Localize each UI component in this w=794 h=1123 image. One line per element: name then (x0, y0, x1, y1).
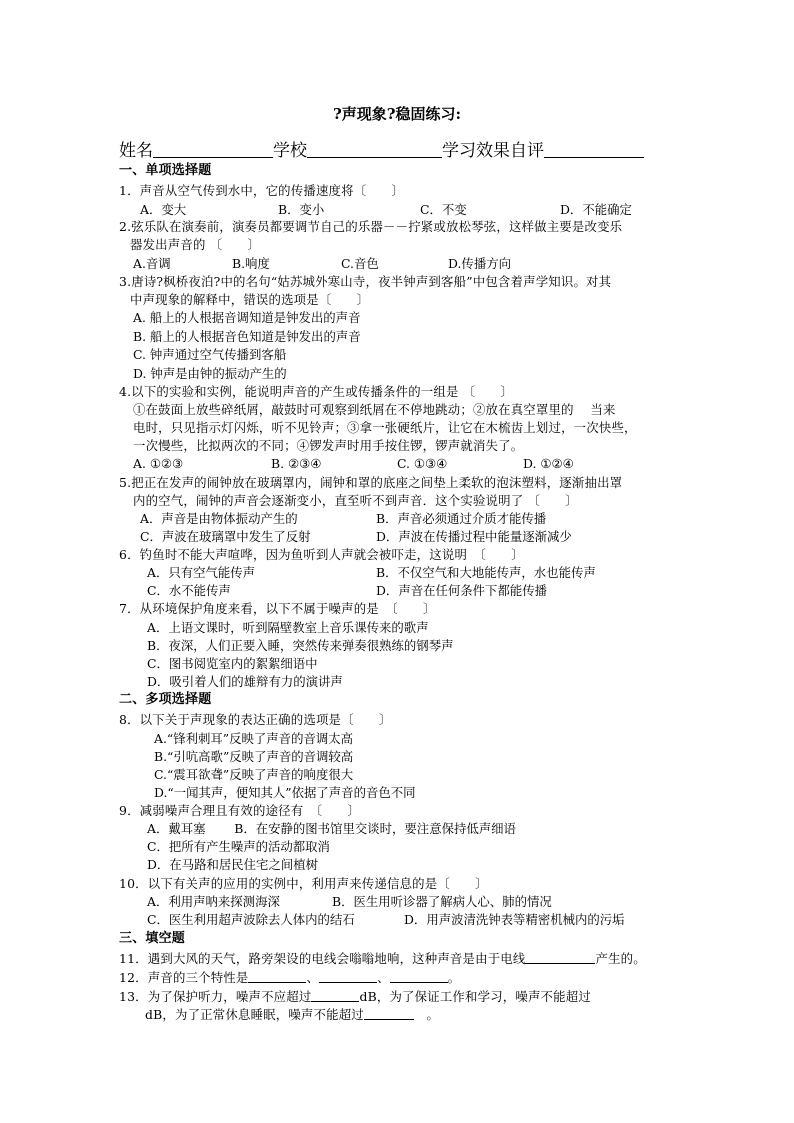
q12-blank-2[interactable] (319, 970, 377, 983)
question-13-line1 (119, 989, 591, 1005)
q7-option-b[interactable]: B．夜深，人们正要入睡，突然传来弹奏很熟练的钢琴声 (147, 638, 454, 653)
q13-text-2: dB，为了保证工作和学习，噪声不能超过 (359, 989, 591, 1004)
q7-option-a[interactable]: A．上语文课时，听到隔壁教室上音乐课传来的歌声 (147, 620, 429, 635)
section-heading-multiple-choice: 二、多项选择题 (119, 692, 212, 707)
q5-option-d[interactable]: D．声波在传播过程中能量逐渐减少 (376, 529, 572, 544)
question-11 (119, 951, 646, 967)
q12-blank-1[interactable] (248, 970, 306, 983)
question-6-stem: 6．钓鱼时不能大声喧哗，因为鱼听到人声就会被吓走，这说明 〔 〕 (119, 547, 524, 562)
q8-option-c[interactable]: C.“震耳欲聋”反映了声音的响度很大 (154, 767, 354, 782)
q8-option-b[interactable]: B.“引吭高歌”反映了声音的音调较高 (154, 749, 354, 764)
section-heading-fill-in: 三、填空题 (119, 931, 186, 946)
q9-option-d[interactable]: D．在马路和居民住宅之间植树 (147, 857, 319, 872)
q10-option-c[interactable]: C．医生利用超声波除去人体内的结石 (147, 912, 355, 927)
q6-option-a[interactable]: A．只有空气能传声 (147, 565, 256, 580)
name-blank[interactable] (153, 140, 273, 158)
question-4-body-line1: ①在鼓面上放些碎纸屑，敲鼓时可观察到纸屑在不停地跳动；②放在真空罩里的 当来 (133, 402, 616, 417)
q1-option-d[interactable]: D．不能确定 (560, 202, 632, 217)
question-2-stem-line1: 2.弦乐队在演奏前，演奏员都要调节自己的乐器－－拧紧或放松琴弦，这样做主要是改变乐 (119, 219, 623, 234)
q4-option-c[interactable]: C. ①③④ (397, 456, 448, 471)
q12-blank-3[interactable] (390, 970, 448, 983)
q10-option-b[interactable]: B．医生用听诊器了解病人心、肺的情况 (332, 894, 552, 909)
q1-option-c[interactable]: C．不变 (420, 202, 467, 217)
student-info-row (119, 140, 644, 162)
q13-end: 。 (413, 1007, 440, 1022)
question-5-stem-line2: 内的空气，闹钟的声音会逐渐变小，直至听不到声音．这个实验说明了 〔 〕 (133, 493, 578, 508)
q13-blank-1[interactable] (311, 989, 359, 1002)
q2-option-c[interactable]: C.音色 (341, 256, 379, 271)
q3-option-a[interactable]: A. 船上的人根据音调知道是钟发出的声音 (133, 310, 361, 325)
eval-blank[interactable] (544, 140, 644, 158)
question-3-stem-line1: 3.唐诗?枫桥夜泊?中的名句“姑苏城外寒山寺，夜半钟声到客船”中包含着声学知识。对其 (119, 274, 612, 289)
q7-option-d[interactable]: D．吸引着人们的雄辩有力的演讲声 (147, 674, 343, 689)
question-10-stem: 10．以下有关声的应用的实例中，利用声来传递信息的是〔 〕 (119, 876, 488, 891)
q4-option-a[interactable]: A. ①②③ (133, 456, 184, 471)
question-8-stem: 8．以下关于声现象的表达正确的选项是〔 〕 (119, 712, 392, 727)
q12-text: 12．声音的三个特性是 (119, 970, 249, 985)
q11-text-end: 产生的。 (595, 951, 646, 966)
q2-option-b[interactable]: B.响度 (232, 256, 270, 271)
q9-option-ab[interactable]: A．戴耳塞 B．在安静的图书馆里交谈时，要注意保持低声细语 (147, 821, 516, 836)
q7-option-c[interactable]: C．图书阅览室内的絮絮细语中 (147, 656, 318, 671)
q5-option-c[interactable]: C．声波在玻璃罩中发生了反射 (140, 529, 311, 544)
school-blank[interactable] (307, 140, 442, 158)
q2-option-d[interactable]: D.传播方向 (448, 256, 511, 271)
q11-blank[interactable] (525, 951, 595, 964)
q3-option-d[interactable]: D. 钟声是由钟的振动产生的 (133, 366, 287, 381)
question-13-line2 (145, 1007, 439, 1023)
question-5-stem-line1: 5.把正在发声的闹钟放在玻璃罩内，闹钟和罩的底座之间垫上柔软的泡沫塑料，逐渐抽出罩 (119, 475, 623, 490)
q6-option-c[interactable]: C．水不能传声 (147, 583, 231, 598)
q10-option-d[interactable]: D．用声波清洗钟表等精密机械内的污垢 (404, 912, 625, 927)
q2-option-a[interactable]: A.音调 (133, 256, 171, 271)
q13-text-3: dB，为了正常休息睡眠，噪声不能超过 (145, 1007, 364, 1022)
q13-blank-2[interactable] (364, 1007, 414, 1020)
q1-option-a[interactable]: A．变大 (140, 202, 187, 217)
q5-option-a[interactable]: A．声音是由物体振动产生的 (140, 511, 298, 526)
q12-end: 。 (447, 970, 461, 985)
q1-option-b[interactable]: B．变小 (278, 202, 325, 217)
q4-option-d[interactable]: D. ①②④ (523, 456, 574, 471)
q4-option-b[interactable]: B. ②③④ (271, 456, 322, 471)
question-9-stem: 9．减弱噪声合理且有效的途径有 〔 〕 (119, 803, 361, 818)
school-label: 学校 (273, 141, 307, 161)
question-12 (119, 970, 460, 986)
q9-option-c[interactable]: C．把所有产生噪声的活动都取消 (147, 839, 330, 854)
q5-option-b[interactable]: B．声音必须通过介质才能传播 (376, 511, 547, 526)
section-heading-single-choice: 一、单项选择题 (119, 163, 212, 178)
q12-separator-2: 、 (377, 970, 390, 985)
question-4-body-line2: 电时，只见指示灯闪烁，听不见铃声；③拿一张硬纸片，让它在木梳齿上划过，一次快些， (133, 420, 637, 435)
page-title: ?声现象?稳固练习: (332, 105, 462, 123)
name-label: 姓名 (119, 141, 153, 161)
question-4-stem: 4.以下的实验和实例，能说明声音的产生或传播条件的一组是 〔 〕 (119, 384, 514, 399)
q10-option-a[interactable]: A．利用声呐来探测海深 (147, 894, 280, 909)
eval-label: 学习效果自评 (442, 141, 544, 161)
q8-option-a[interactable]: A.“锋利刺耳”反映了声音的音调太高 (154, 731, 354, 746)
q13-text: 13．为了保护听力，噪声不应超过 (119, 989, 312, 1004)
question-7-stem: 7．从环境保护角度来看，以下不属于噪声的是 〔 〕 (119, 601, 436, 616)
q11-text: 11．遇到大风的天气，路旁架设的电线会嗡嗡地响，这种声音是由于电线 (119, 951, 526, 966)
question-2-stem-line2: 器发出声音的 〔 〕 (130, 237, 261, 252)
q6-option-d[interactable]: D．声音在任何条件下都能传播 (376, 583, 548, 598)
question-3-stem-line2: 中声现象的解释中，错误的选项是〔 〕 (130, 292, 370, 307)
q8-option-d[interactable]: D.“一闻其声，便知其人”依据了声音的音色不同 (154, 785, 416, 800)
q6-option-b[interactable]: B．不仅空气和大地能传声，水也能传声 (376, 565, 596, 580)
q3-option-c[interactable]: C. 钟声通过空气传播到客船 (133, 347, 287, 362)
question-1-stem: 1．声音从空气传到水中，它的传播速度将〔 〕 (119, 183, 405, 198)
question-4-body-line3: 一次慢些，比拟两次的不同；④锣发声时用手按住锣，锣声就消失了。 (133, 438, 524, 453)
q3-option-b[interactable]: B. 船上的人根据音色知道是钟发出的声音 (133, 329, 361, 344)
q12-separator-1: 、 (306, 970, 320, 985)
